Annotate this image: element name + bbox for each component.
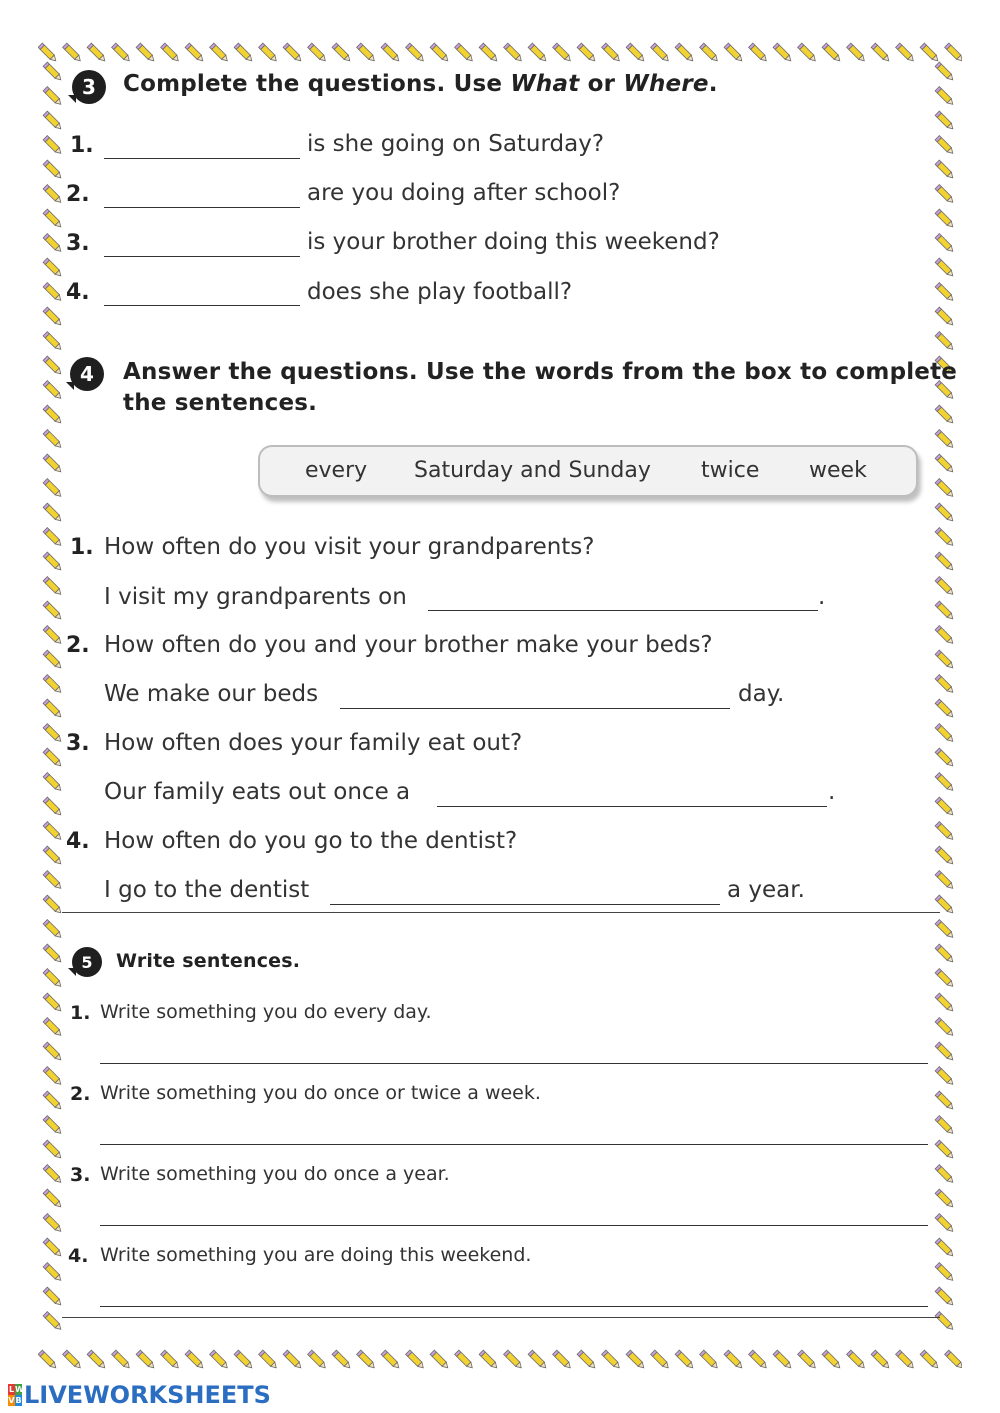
section-3-title [123, 71, 718, 97]
pencil-icon [577, 43, 597, 63]
pencil-icon [935, 846, 955, 866]
s5-item-4-text: Write something you are doing this weekend. [100, 1244, 532, 1266]
pencil-icon [935, 724, 955, 744]
pencil-icon [935, 1140, 955, 1160]
pencil-icon [357, 43, 377, 63]
pencil-icon [357, 1350, 377, 1370]
pencil-icon [749, 43, 769, 63]
pencil-icon [234, 1350, 254, 1370]
s3-item-3-blank-line [104, 256, 300, 257]
pencil-icon [935, 797, 955, 817]
pencil-icon [43, 871, 63, 891]
pencil-icon [700, 43, 720, 63]
pencil-icon [935, 626, 955, 646]
s5-item-3-blank-line [100, 1225, 928, 1226]
pencil-icon [935, 1263, 955, 1283]
pencil-icon [935, 1067, 955, 1087]
s5-item-4-number: 4. [68, 1245, 89, 1267]
pencil-icon [935, 1189, 955, 1209]
section-3-title-what: What [510, 71, 580, 97]
pencil-icon [920, 1350, 940, 1370]
pencil-icon [626, 1350, 646, 1370]
pencil-icon [847, 43, 867, 63]
pencil-icon [553, 1350, 573, 1370]
s5-item-1-blank-line [100, 1063, 928, 1064]
pencil-icon [935, 454, 955, 474]
word-box-item-every: every [305, 458, 368, 483]
pencil-icon [935, 405, 955, 425]
pencil-icon [43, 136, 63, 156]
pencil-icon [43, 724, 63, 744]
pencil-icon [43, 332, 63, 352]
section-3-title-where: Where [623, 71, 709, 97]
pencil-border-top-svg [38, 38, 962, 68]
section-5-badge [72, 947, 102, 977]
pencil-icon [43, 503, 63, 523]
pencil-icon [935, 871, 955, 891]
pencil-icon [43, 1165, 63, 1185]
pencil-icon [935, 503, 955, 523]
s3-item-2-number: 2. [66, 182, 90, 207]
pencil-icon [43, 601, 63, 621]
s3-item-1-text: is she going on Saturday? [307, 131, 605, 157]
word-box [258, 445, 918, 497]
pencil-icon [528, 43, 548, 63]
s4-item-4-blank-line [330, 904, 720, 905]
pencil-icon [935, 944, 955, 964]
pencil-icon [935, 552, 955, 572]
pencil-icon [43, 1263, 63, 1283]
pencil-icon [749, 1350, 769, 1370]
pencil-border-bottom-svg [38, 1345, 962, 1375]
pencil-icon [935, 430, 955, 450]
pencil-icon [651, 1350, 671, 1370]
logo-mark-cell-4: B [15, 1396, 22, 1405]
pencil-icon [43, 626, 63, 646]
pencil-icon [43, 846, 63, 866]
s5-item-2-number: 2. [70, 1083, 91, 1105]
pencil-icon [332, 1350, 352, 1370]
pencil-icon [935, 87, 955, 107]
pencil-icon [455, 43, 475, 63]
pencil-border-left-svg [38, 60, 68, 1350]
pencil-icon [455, 1350, 475, 1370]
pencil-icon [935, 601, 955, 621]
s4-item-1-blank-line [428, 610, 818, 611]
s4-item-4-number: 4. [66, 829, 90, 854]
s5-item-1-number: 1. [70, 1002, 91, 1024]
section-4-badge [70, 357, 104, 391]
section-5-number: 5 [81, 952, 93, 972]
pencil-icon [43, 356, 63, 376]
pencil-icon [43, 1042, 63, 1062]
section-3-number: 3 [82, 75, 96, 99]
pencil-icon [381, 1350, 401, 1370]
pencil-icon [871, 1350, 891, 1370]
pencil-icon [185, 1350, 205, 1370]
s5-item-1-answer-input[interactable] [100, 1034, 930, 1060]
pencil-icon [935, 258, 955, 278]
pencil-icon [935, 1018, 955, 1038]
pencil-icon [332, 43, 352, 63]
pencil-icon [935, 993, 955, 1013]
pencil-icon [43, 209, 63, 229]
pencil-icon [87, 1350, 107, 1370]
pencil-icon [43, 993, 63, 1013]
pencil-icon [43, 650, 63, 670]
liveworksheets-logo [8, 1381, 271, 1409]
pencil-icon [935, 773, 955, 793]
pencil-icon [38, 1350, 58, 1370]
pencil-icon [43, 307, 63, 327]
s5-item-3-answer-input[interactable] [100, 1196, 930, 1222]
s5-item-3-number: 3. [70, 1164, 91, 1186]
pencil-icon [87, 43, 107, 63]
pencil-icon [479, 1350, 499, 1370]
pencil-icon [935, 528, 955, 548]
pencil-icon [136, 43, 156, 63]
pencil-icon [43, 87, 63, 107]
pencil-icon [935, 577, 955, 597]
s4-item-2-answer-pre: We make our beds [104, 681, 319, 707]
pencil-icon [43, 528, 63, 548]
s5-item-2-text: Write something you do once or twice a week. [100, 1082, 541, 1104]
s4-item-4-answer-input[interactable] [330, 875, 722, 901]
pencil-icon [308, 1350, 328, 1370]
pencil-border-left [38, 60, 68, 1350]
pencil-border-right [930, 60, 960, 1350]
pencil-icon [136, 1350, 156, 1370]
pencil-icon [675, 43, 695, 63]
s4-item-3-number: 3. [66, 731, 90, 756]
s4-item-2-answer-input[interactable] [340, 679, 732, 705]
s3-item-4-number: 4. [66, 280, 90, 305]
section-4-title-line-1: Answer the questions. Use the words from the box to complete [123, 359, 958, 385]
pencil-icon [259, 1350, 279, 1370]
s3-item-1-blank-line [104, 158, 300, 159]
pencil-icon [259, 43, 279, 63]
section-4-number: 4 [80, 362, 94, 386]
pencil-icon [773, 1350, 793, 1370]
pencil-icon [935, 1312, 955, 1332]
pencil-icon [430, 1350, 450, 1370]
s3-item-3-text: is your brother doing this weekend? [307, 229, 720, 255]
pencil-icon [935, 675, 955, 695]
pencil-icon [43, 479, 63, 499]
pencil-icon [935, 209, 955, 229]
pencil-icon [112, 43, 132, 63]
pencil-icon [935, 160, 955, 180]
pencil-icon [43, 699, 63, 719]
s4-item-4-answer-post: a year. [727, 877, 805, 903]
s4-item-3-answer-input[interactable] [437, 777, 829, 803]
pencil-icon [935, 822, 955, 842]
logo-mark-cell-2: W [15, 1385, 24, 1394]
pencil-icon [283, 1350, 303, 1370]
s5-item-4-blank-line [100, 1306, 928, 1307]
pencil-icon [553, 43, 573, 63]
s4-item-2-answer-post: day. [738, 681, 785, 707]
s4-item-3-answer-pre: Our family eats out once a [104, 779, 411, 805]
s4-item-2-number: 2. [66, 633, 90, 658]
s4-item-4-answer-pre: I go to the dentist [104, 877, 310, 903]
pencil-icon [896, 1350, 916, 1370]
pencil-icon [577, 1350, 597, 1370]
section-5-bottom-divider [62, 1317, 940, 1318]
section-5-title: Write sentences. [116, 950, 301, 972]
pencil-icon [626, 43, 646, 63]
pencil-icon [935, 650, 955, 670]
pencil-icon [43, 675, 63, 695]
pencil-icon [43, 1018, 63, 1038]
pencil-icon [43, 1189, 63, 1209]
pencil-icon [43, 111, 63, 131]
word-box-item-week: week [809, 458, 867, 483]
section-3-badge [72, 70, 106, 104]
pencil-icon [43, 1067, 63, 1087]
pencil-icon [479, 43, 499, 63]
pencil-icon [945, 1350, 962, 1370]
pencil-icon [161, 43, 181, 63]
pencil-icon [210, 43, 230, 63]
pencil-icon [935, 748, 955, 768]
pencil-icon [504, 1350, 524, 1370]
s3-item-2-text: are you doing after school? [307, 180, 621, 206]
pencil-icon [871, 43, 891, 63]
pencil-icon [773, 43, 793, 63]
section-4-title-line-2: the sentences. [123, 390, 318, 416]
s3-item-4-text: does she play football? [307, 279, 573, 305]
s4-item-1-number: 1. [70, 535, 94, 560]
s3-item-3-number: 3. [66, 231, 90, 256]
word-box-item-twice: twice [701, 458, 760, 483]
s4-item-1-answer-pre: I visit my grandparents on [104, 584, 407, 610]
pencil-icon [43, 430, 63, 450]
pencil-icon [798, 1350, 818, 1370]
logo-mark-cell-1: L [8, 1385, 15, 1394]
pencil-icon [43, 1214, 63, 1234]
section-3-title-post: . [708, 71, 718, 97]
pencil-icon [675, 1350, 695, 1370]
s3-item-1-answer-input[interactable] [104, 131, 302, 157]
pencil-icon [43, 1140, 63, 1160]
pencil-icon [43, 895, 63, 915]
pencil-icon [43, 969, 63, 989]
pencil-icon [112, 1350, 132, 1370]
pencil-icon [935, 1287, 955, 1307]
pencil-icon [210, 1350, 230, 1370]
pencil-icon [602, 1350, 622, 1370]
pencil-icon [43, 577, 63, 597]
pencil-icon [43, 1091, 63, 1111]
pencil-icon [43, 920, 63, 940]
pencil-icon [935, 479, 955, 499]
s3-item-4-answer-input[interactable] [104, 278, 302, 304]
pencil-icon [43, 748, 63, 768]
pencil-icon [43, 773, 63, 793]
s5-item-1-text: Write something you do every day. [100, 1001, 432, 1023]
s3-item-2-blank-line [104, 207, 300, 208]
pencil-icon [43, 822, 63, 842]
s3-item-4-blank-line [104, 305, 300, 306]
pencil-icon [822, 1350, 842, 1370]
pencil-icon [935, 1165, 955, 1185]
pencil-icon [935, 332, 955, 352]
pencil-icon [381, 43, 401, 63]
pencil-icon [43, 1287, 63, 1307]
pencil-icon [283, 43, 303, 63]
pencil-icon [161, 1350, 181, 1370]
pencil-icon [935, 283, 955, 303]
pencil-icon [43, 258, 63, 278]
s4-item-2-question: How often do you and your brother make your beds? [104, 632, 713, 658]
pencil-icon [528, 1350, 548, 1370]
liveworksheets-logo-mark [8, 1384, 22, 1406]
s4-item-3-question: How often does your family eat out? [104, 730, 523, 756]
pencil-icon [43, 160, 63, 180]
pencil-border-top [38, 38, 962, 68]
s4-item-1-question: How often do you visit your grandparents? [104, 534, 595, 560]
pencil-icon [185, 43, 205, 63]
pencil-icon [798, 43, 818, 63]
pencil-icon [935, 969, 955, 989]
pencil-icon [847, 1350, 867, 1370]
pencil-icon [935, 1238, 955, 1258]
pencil-icon [935, 307, 955, 327]
pencil-icon [651, 43, 671, 63]
pencil-border-bottom [38, 1345, 962, 1375]
s5-item-2-answer-input[interactable] [100, 1115, 930, 1141]
pencil-icon [43, 381, 63, 401]
pencil-icon [63, 1350, 83, 1370]
pencil-icon [700, 1350, 720, 1370]
pencil-icon [43, 552, 63, 572]
pencil-icon [935, 699, 955, 719]
liveworksheets-logo-text: LIVEWORKSHEETS [24, 1381, 271, 1409]
s3-item-3-answer-input[interactable] [104, 229, 302, 255]
pencil-icon [935, 111, 955, 131]
pencil-icon [935, 62, 955, 82]
section-divider-4-5 [62, 912, 940, 913]
pencil-icon [602, 43, 622, 63]
section-3-title-pre: Complete the questions. Use [123, 71, 511, 97]
pencil-icon [430, 43, 450, 63]
logo-mark-cell-3: V [8, 1396, 15, 1405]
pencil-icon [43, 454, 63, 474]
pencil-icon [43, 283, 63, 303]
pencil-icon [43, 234, 63, 254]
pencil-icon [896, 43, 916, 63]
s4-item-2-blank-line [340, 708, 730, 709]
s4-item-1-answer-input[interactable] [428, 582, 820, 608]
pencil-icon [43, 944, 63, 964]
pencil-icon [504, 43, 524, 63]
pencil-icon [724, 1350, 744, 1370]
pencil-icon [935, 136, 955, 156]
s5-item-4-answer-input[interactable] [100, 1277, 930, 1303]
pencil-icon [935, 234, 955, 254]
s4-item-1-answer-post: . [818, 584, 826, 610]
pencil-icon [43, 1238, 63, 1258]
pencil-icon [935, 1091, 955, 1111]
pencil-icon [43, 1312, 63, 1332]
s5-item-2-blank-line [100, 1144, 928, 1145]
pencil-icon [935, 920, 955, 940]
pencil-border-right-svg [930, 60, 960, 1350]
pencil-icon [935, 185, 955, 205]
pencil-icon [234, 43, 254, 63]
s4-item-3-answer-post: . [828, 779, 836, 805]
pencil-icon [43, 62, 63, 82]
s3-item-1-number: 1. [70, 133, 94, 158]
pencil-icon [43, 185, 63, 205]
s4-item-3-blank-line [437, 806, 827, 807]
s4-item-4-question: How often do you go to the dentist? [104, 828, 518, 854]
pencil-icon [308, 43, 328, 63]
s3-item-2-answer-input[interactable] [104, 180, 302, 206]
s5-item-3-text: Write something you do once a year. [100, 1163, 450, 1185]
pencil-icon [43, 797, 63, 817]
section-3-title-mid: or [579, 71, 624, 97]
pencil-icon [43, 405, 63, 425]
pencil-icon [935, 1214, 955, 1234]
pencil-icon [935, 1042, 955, 1062]
word-box-item-saturday-and-sunday: Saturday and Sunday [414, 458, 651, 483]
pencil-icon [935, 1116, 955, 1136]
pencil-icon [406, 1350, 426, 1370]
pencil-icon [406, 43, 426, 63]
pencil-icon [724, 43, 744, 63]
pencil-icon [822, 43, 842, 63]
pencil-icon [43, 1116, 63, 1136]
